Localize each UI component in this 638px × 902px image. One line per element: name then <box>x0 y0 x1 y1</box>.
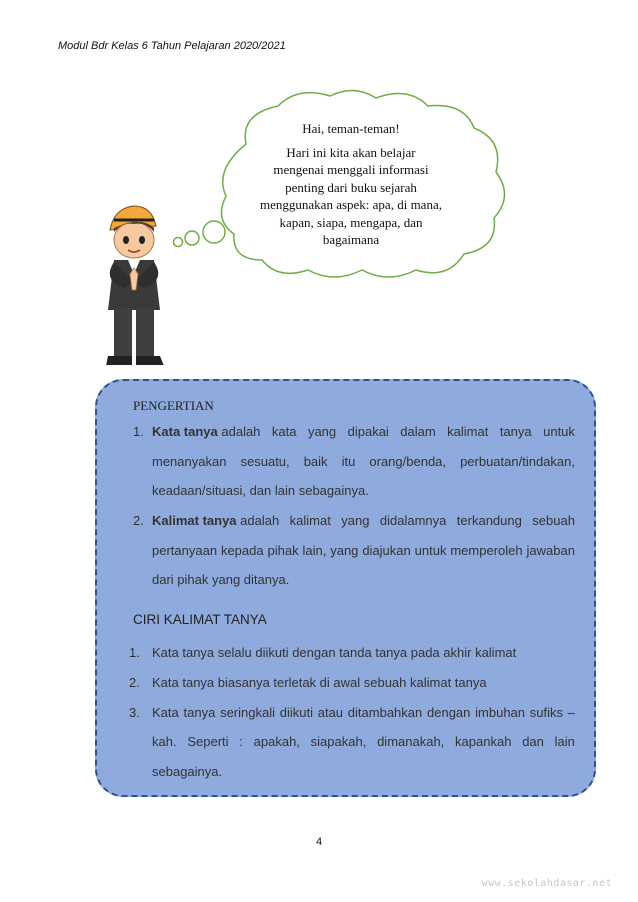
word: yang <box>307 424 337 439</box>
item-text: Kata tanya selalu diikuti dengan tanda tanya pada akhir kalimat <box>152 645 517 660</box>
word: orang/benda, <box>369 454 447 469</box>
bubble-line: menggunakan aspek: apa, di mana, <box>260 197 442 212</box>
word: dengan <box>427 705 471 720</box>
word: itu <box>341 454 356 469</box>
item-line <box>152 424 575 439</box>
word: yang <box>330 543 359 558</box>
word: kalimat <box>289 513 331 528</box>
item-number: 2. <box>133 513 144 528</box>
item-line <box>152 543 575 558</box>
word: kepada <box>220 543 264 558</box>
word: lain, <box>302 543 327 558</box>
word: pertanyaan <box>152 543 218 558</box>
word: kata <box>271 424 297 439</box>
bubble-text <box>246 120 456 249</box>
item-line <box>152 513 575 528</box>
word: sufiks <box>529 705 563 720</box>
watermark: www.sekolahdasar.net <box>481 878 612 889</box>
item-line-last: keadaan/situasi, dan lain sebagainya. <box>152 483 369 498</box>
word: diikuti <box>279 705 313 720</box>
word: atau <box>317 705 344 720</box>
item-line-last: dari pihak yang ditanya. <box>152 572 290 587</box>
item-line-last: sebagainya. <box>152 764 223 779</box>
item-line <box>152 454 575 469</box>
word: kalimat <box>447 424 489 439</box>
bubble-line: bagaimana <box>322 232 380 247</box>
item-number: 3. <box>129 705 140 720</box>
word: dalam <box>400 424 436 439</box>
word: kapankah <box>455 734 512 749</box>
bubble-line: Hari ini kita akan belajar <box>286 144 416 160</box>
word: apakah, <box>253 734 300 749</box>
word: lain <box>554 734 575 749</box>
word: dimanakah, <box>377 734 445 749</box>
word: dipakai <box>347 424 389 439</box>
word: ditambahkan <box>347 705 423 720</box>
word: perbuatan/tindakan, <box>460 454 575 469</box>
ciri-title: CIRI KALIMAT TANYA <box>133 612 267 627</box>
word: memperoleh <box>450 543 523 558</box>
word: didalamnya <box>379 513 447 528</box>
word: diajukan <box>362 543 411 558</box>
word: tanya <box>183 705 216 720</box>
word: jawaban <box>526 543 575 558</box>
page-header: Modul Bdr Kelas 6 Tahun Pelajaran 2020/2021 <box>58 40 286 52</box>
word: – <box>567 705 575 720</box>
word: untuk <box>543 424 575 439</box>
item-number: 1. <box>133 424 144 439</box>
word: menanyakan <box>152 454 227 469</box>
word: Kata <box>152 705 179 720</box>
item-text: Kata tanya biasanya terletak di awal sebuah kalimat tanya <box>152 675 487 690</box>
word: baik <box>303 454 328 469</box>
word: sesuatu, <box>240 454 290 469</box>
pengertian-title: PENGERTIAN <box>133 398 214 413</box>
word: pihak <box>267 543 299 558</box>
item-line <box>152 734 575 749</box>
item-term: Kata tanya adalah <box>152 424 261 439</box>
word: tanya <box>499 424 532 439</box>
item-number: 2. <box>129 675 140 690</box>
bubble-line: penting dari buku sejarah <box>285 179 417 195</box>
word: : <box>239 734 243 749</box>
item-term: Kalimat tanya adalah <box>152 513 280 528</box>
item-number: 1. <box>129 645 140 660</box>
word: dan <box>522 734 544 749</box>
word: siapakah, <box>310 734 367 749</box>
word: yang <box>341 513 370 528</box>
word: sebuah <box>532 513 575 528</box>
word: imbuhan <box>475 705 526 720</box>
page-number: 4 <box>315 836 323 848</box>
bubble-greeting: Hai, teman-teman! <box>302 121 400 136</box>
word: terkandung <box>456 513 522 528</box>
word: Seperti <box>187 734 229 749</box>
bubble-line: kapan, siapa, mengapa, dan <box>279 214 423 230</box>
word: untuk <box>414 543 447 558</box>
bubble-line: mengenai menggali informasi <box>273 162 429 177</box>
item-line <box>152 705 575 720</box>
word: kah. <box>152 734 177 749</box>
word: seringkali <box>220 705 275 720</box>
